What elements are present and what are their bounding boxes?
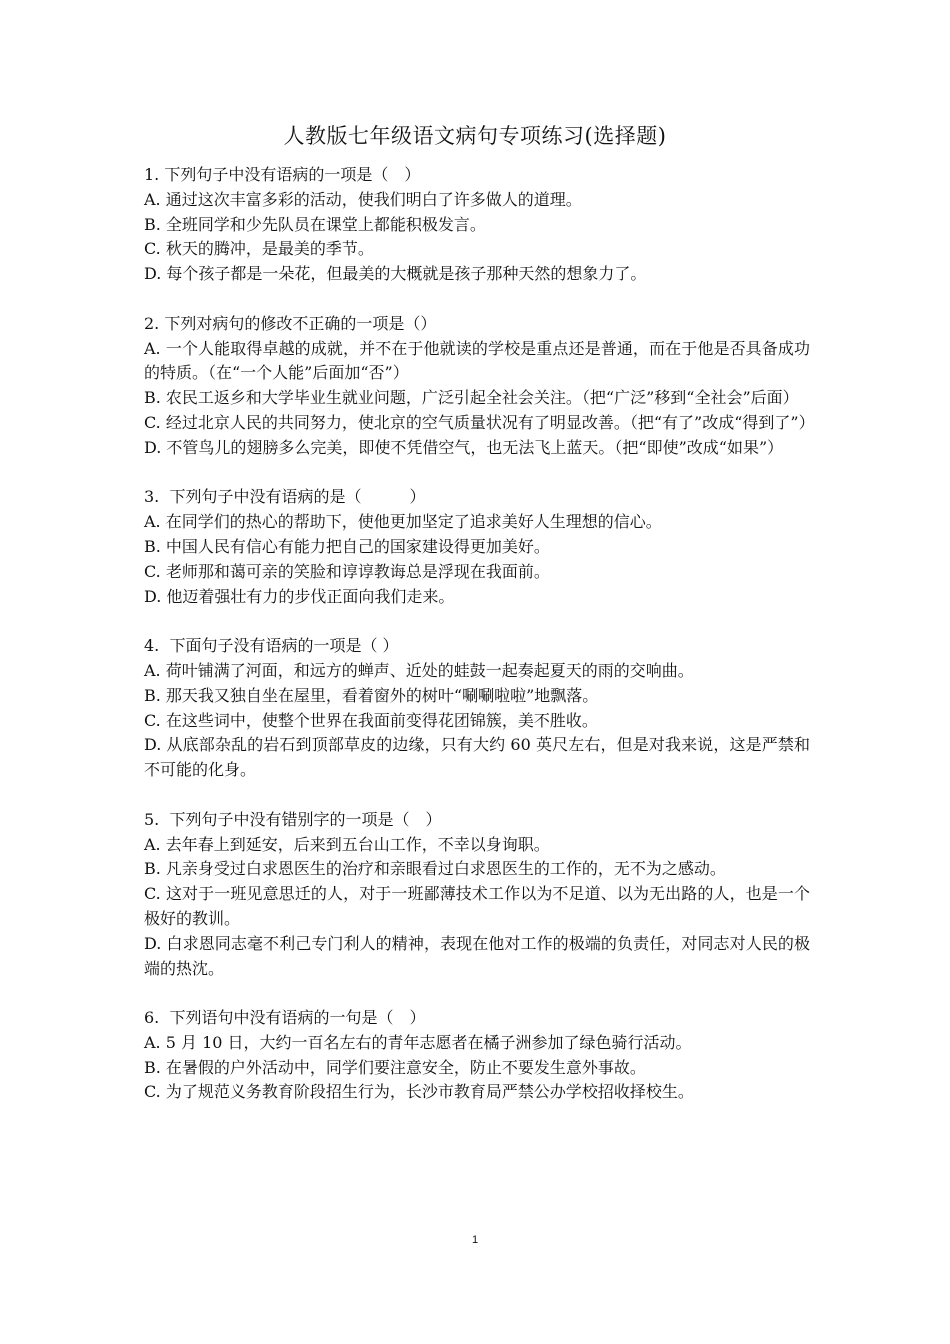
option-a: A. 去年春上到延安，后来到五台山工作，不幸以身询职。 xyxy=(144,834,550,854)
question-stem: 4. 下面句子没有语病的一项是（ ） xyxy=(144,636,399,656)
question-3 xyxy=(144,485,810,609)
option-c: C. 老师那和蔼可亲的笑脸和谆谆教诲总是浮现在我面前。 xyxy=(144,561,550,581)
option-c: C. 在这些词中，使整个世界在我面前变得花团锦簇，美不胜收。 xyxy=(144,710,598,730)
page-number: 1 xyxy=(471,1234,479,1246)
question-stem: 3. 下列句子中没有语病的是（ ） xyxy=(144,487,426,507)
option-a: A. 在同学们的热心的帮助下，使他更加坚定了追求美好人生理想的信心。 xyxy=(144,512,662,532)
document-title: 人教版七年级语文病句专项练习(选择题) xyxy=(283,124,667,148)
question-2 xyxy=(144,312,815,461)
option-a: A. 5 月 10 日，大约一百名左右的青年志愿者在橘子洲参加了绿色骑行活动。 xyxy=(144,1032,692,1052)
option-c: C. 这对于一班见意思迁的人，对于一班鄙薄技术工作以为不足道、以为无出路的人，也是一个极好的教训。 xyxy=(144,884,810,928)
question-stem: 2. 下列对病句的修改不正确的一项是（） xyxy=(144,313,437,333)
question-5 xyxy=(144,808,810,982)
question-6 xyxy=(144,1006,810,1105)
question-stem: 6. 下列语句中没有语病的一句是（ ） xyxy=(144,1008,426,1028)
option-c: C. 经过北京人民的共同努力，使北京的空气质量状况有了明显改善。（把“有了”改成“得到了”） xyxy=(144,412,815,432)
option-b: B. 农民工返乡和大学毕业生就业问题，广泛引起全社会关注。（把“广泛”移到“全社会”后面） xyxy=(144,388,799,408)
option-d: D. 不管鸟儿的翅膀多么完美，即使不凭借空气，也无法飞上蓝天。（把“即使”改成“如果”） xyxy=(144,437,784,457)
option-d: D. 每个孩子都是一朵花，但最美的大概就是孩子那种天然的想象力了。 xyxy=(144,264,647,284)
option-d: D. 白求恩同志毫不利己专门利人的精神，表现在他对工作的极端的负责任，对同志对人民的极端的热沈。 xyxy=(144,933,810,978)
option-a: A. 一个人能取得卓越的成就，并不在于他就读的学校是重点还是普通，而在于他是否具备成功的特质。（在“一个人能”后面加“否”） xyxy=(144,338,810,383)
question-list xyxy=(144,163,815,1130)
option-d: D. 从底部杂乱的岩石到顶部草皮的边缘，只有大约 60 英尺左右，但是对我来说，这是严禁和不可能的化身。 xyxy=(144,735,810,780)
option-a: A. 通过这次丰富多彩的活动，使我们明白了许多做人的道理。 xyxy=(144,189,582,209)
option-d: D. 他迈着强壮有力的步伐正面向我们走来。 xyxy=(144,586,455,606)
question-stem: 5. 下列句子中没有错别字的一项是（ ） xyxy=(144,809,442,829)
option-b: B. 在暑假的户外活动中，同学们要注意安全，防止不要发生意外事故。 xyxy=(144,1057,646,1077)
option-b: B. 中国人民有信心有能力把自己的国家建设得更加美好。 xyxy=(144,536,550,556)
option-b: B. 凡亲身受过白求恩医生的治疗和亲眼看过白求恩医生的工作的，无不为之感动。 xyxy=(144,859,726,879)
option-b: B. 全班同学和少先队员在课堂上都能积极发言。 xyxy=(144,214,486,234)
question-1 xyxy=(144,163,810,287)
option-c: C. 秋天的腾冲，是最美的季节。 xyxy=(144,239,374,259)
option-a: A. 荷叶铺满了河面，和远方的蝉声、近处的蛙鼓一起奏起夏天的雨的交响曲。 xyxy=(144,660,694,680)
option-c: C. 为了规范义务教育阶段招生行为，长沙市教育局严禁公办学校招收择校生。 xyxy=(144,1082,694,1102)
option-b: B. 那天我又独自坐在屋里，看着窗外的树叶“唰唰啦啦”地飘落。 xyxy=(144,685,599,705)
question-stem: 1. 下列句子中没有语病的一项是（ ） xyxy=(144,165,421,184)
question-4 xyxy=(144,634,810,783)
